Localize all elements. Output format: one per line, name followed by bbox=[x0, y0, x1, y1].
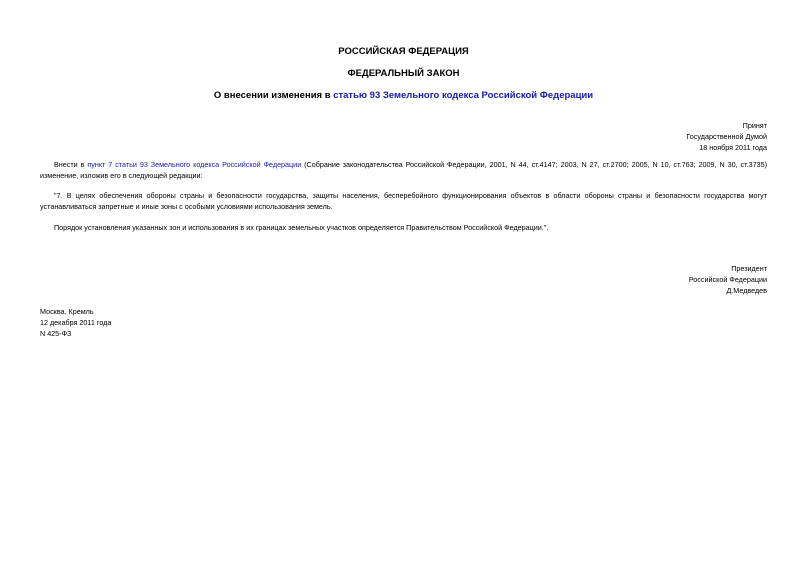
signer-country: Российской Федерации bbox=[688, 275, 767, 284]
law-title-prefix: О внесении изменения в bbox=[213, 90, 334, 101]
signing-place: Москва, Кремль bbox=[40, 307, 94, 316]
clause-7-link[interactable]: пункт 7 статьи 93 Земельного кодекса Российской Федерации bbox=[87, 160, 302, 169]
doc-type-heading: ФЕДЕРАЛЬНЫЙ ЗАКОН bbox=[347, 68, 460, 79]
adopted-label: Принят bbox=[742, 121, 767, 130]
paragraph-amendment-suffix: (Собрание законодательства Российской Федерации, 2001, N 44, ст.4147; 2003, N 27, ст.2700; 2005, N 10, ст.763; 2009, N 30, ст.3735) изменение, изложив его в следующей редакции: bbox=[40, 160, 768, 180]
paragraph-amendment bbox=[40, 159, 767, 181]
adopted-date: 18 ноября 2011 года bbox=[699, 143, 767, 152]
paragraph-procedure: Порядок установления указанных зон и использования в их границах земельных участков определяется Правительством Российской Федерации.". bbox=[54, 223, 549, 232]
law-title bbox=[40, 90, 767, 102]
country-heading: РОССИЙСКАЯ ФЕДЕРАЦИЯ bbox=[338, 46, 469, 57]
adoption-block bbox=[686, 120, 767, 153]
signing-date: 12 декабря 2011 года bbox=[40, 318, 112, 327]
place-date-block bbox=[40, 306, 111, 339]
paragraph-new-text: "7. В целях обеспечения обороны страны и безопасности государства, защиты населения, бесперебойного функционирования объектов в области обороны страны и безопасности государства могут устанавливаться запретные и иные зоны с особыми условиями использования земель. bbox=[40, 191, 767, 211]
signer-name: Д.Медведев bbox=[726, 286, 767, 295]
signer-title: Президент bbox=[731, 264, 767, 273]
paragraph-amendment-prefix: Внести в bbox=[54, 160, 88, 169]
article-93-link[interactable]: статью 93 Земельного кодекса Российской Федерации bbox=[333, 90, 594, 101]
adopted-by: Государственной Думой bbox=[686, 132, 767, 141]
signature-block bbox=[689, 263, 767, 296]
law-number: N 425-ФЗ bbox=[40, 329, 72, 338]
